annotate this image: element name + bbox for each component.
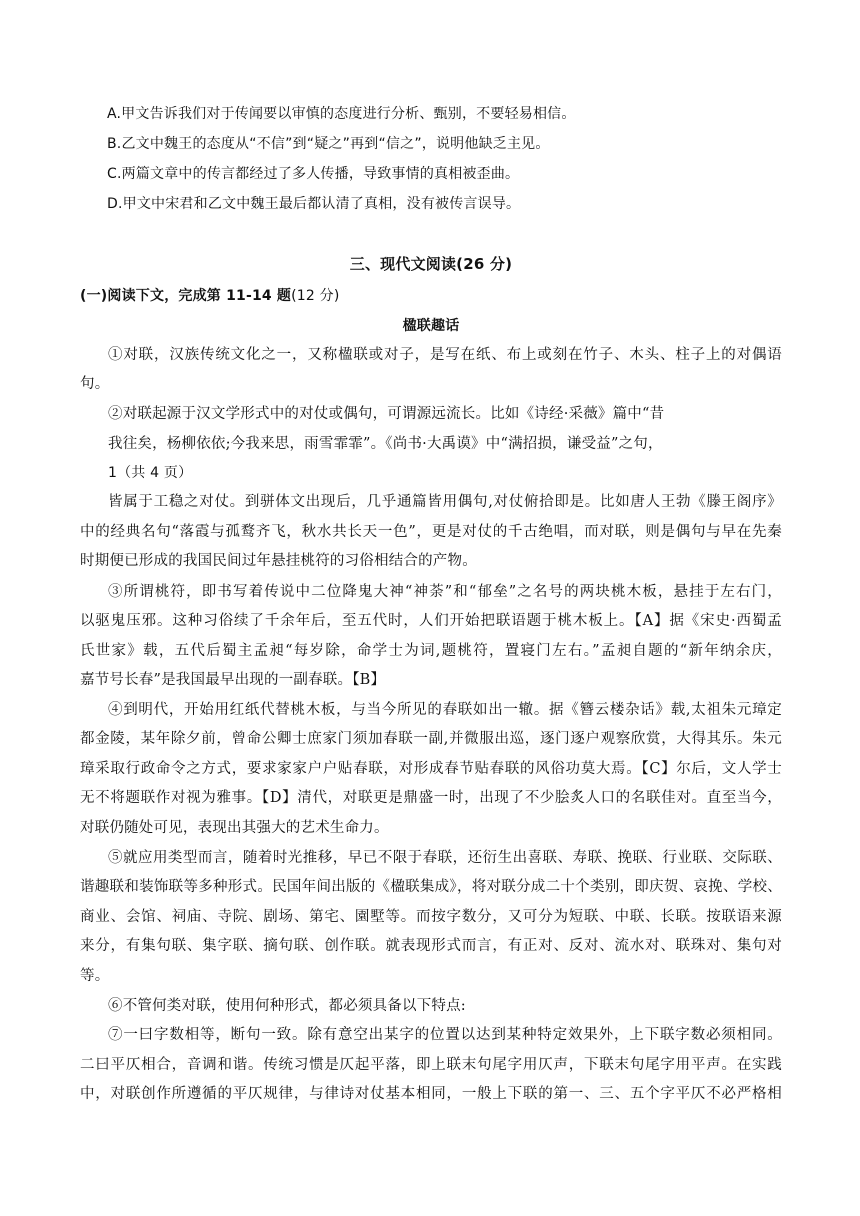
text-line: 来分，有集句联、集字联、摘句联、创作联。就表现形式而言，有正对、反对、流水对、联珠对、集句对 (80, 938, 782, 954)
text-line: 皆属于工稳之对仗。到骈体文出现后，几乎通篇皆用偶句,对仗俯拾即是。比如唐人王勃《滕王阁序》 (108, 494, 782, 510)
text-line: 中的经典名句“落霞与孤鹜齐飞，秋水共长天一色”，更是对仗的千古绝唱，而对联，则是偶句与早在先秦 (80, 524, 782, 540)
text-line: 等。 (80, 968, 110, 984)
text-line: 谐趣联和装饰联等多种形式。民国年间出版的《楹联集成》，将对联分成二十个类别，即庆贺、哀挽、学校、 (80, 879, 782, 895)
text-line: ②对联起源于汉文学形式中的对仗或偶句，可谓源远流长。比如《诗经·采薇》篇中“昔 (108, 406, 665, 422)
text-line: 璋采取行政命令之方式，要求家家户户贴春联，对形成春节贴春联的风俗功莫大焉。【C】尔后，文人学士 (80, 761, 782, 777)
text-line: ⑦一曰字数相等，断句一致。除有意空出某字的位置以达到某种特定效果外，上下联字数必须相同。 (108, 1027, 782, 1043)
text-line: ⑤就应用类型而言，随着时光推移，早已不限于春联，还衍生出喜联、寿联、挽联、行业联、交际联、 (108, 850, 782, 866)
text-line: ①对联，汉族传统文化之一，又称楹联或对子，是写在纸、布上或刻在竹子、木头、柱子上的对偶语 (108, 347, 782, 363)
text-line: 都金陵，某年除夕前，曾命公卿士庶家门须加春联一副,并微服出巡，逐门逐户观察欣赏，大得其乐。朱元 (80, 731, 782, 747)
text-line: 嘉节号长春”是我国最早出现的一副春联。【B】 (80, 672, 386, 688)
subsection-label: (一)阅读下文，完成第 11-14 题 (80, 288, 292, 304)
text-line: 对联仍随处可见，表现出其强大的艺术生命力。 (80, 820, 389, 836)
option-d: D.甲文中宋君和乙文中魏王最后都认清了真相，没有被传言误导。 (107, 196, 521, 212)
text-line: 无不将题联作对视为雅事。【D】清代，对联更是鼎盛一时，出现了不少脍炙人口的名联佳对。直至当今， (80, 790, 782, 806)
text-line: ③所谓桃符，即书写着传说中二位降鬼大神“神荼”和“郁垒”之名号的两块桃木板，悬挂于左右门， (108, 584, 782, 600)
subsection-heading (80, 286, 782, 306)
page-footer: 1（共 4 页） (108, 465, 193, 481)
option-c: C.两篇文章中的传言都经过了多人传播，导致事情的真相被歪曲。 (107, 166, 520, 182)
text-line: 商业、会馆、祠庙、寺院、剧场、第宅、園墅等。而按字数分，又可分为短联、中联、长联。按联语来源 (80, 909, 782, 925)
option-a: A.甲文告诉我们对于传闻要以审慎的态度进行分析、甄别，不要轻易相信。 (107, 106, 576, 122)
subsection-points: (12 分) (291, 288, 340, 304)
text-line: 我往矣，杨柳依依;今我来思，雨雪霏霏”。《尚书·大禹谟》中“满招损，谦受益”之句， (108, 436, 663, 452)
text-line: 以驱鬼压邪。这种习俗续了千余年后，至五代时，人们开始把联语题于桃木板上。【A】据《宋史·西蜀孟 (80, 613, 782, 629)
text-line: 中，对联创作所遵循的平仄规律，与律诗对仗基本相同，一般上下联的第一、三、五个字平仄不必严格相 (80, 1086, 782, 1102)
section-title: 三、现代文阅读(26 分) (349, 255, 513, 273)
text-line: ⑥不管何类对联，使用何种形式，都必须具备以下特点: (108, 998, 466, 1014)
article-title: 楹联趣话 (402, 318, 460, 334)
text-line: 时期便已形成的我国民间过年悬挂桃符的习俗相结合的产物。 (80, 553, 477, 569)
text-line: 句。 (80, 376, 110, 392)
option-b: B.乙文中魏王的态度从“不信”到“疑之”再到“信之”，说明他缺乏主见。 (107, 136, 550, 152)
text-line: ④到明代，开始用红纸代替桃木板，与当今所见的春联如出一辙。据《簪云楼杂话》载,太祖朱元璋定 (108, 702, 782, 718)
text-line: 二曰平仄相合，音调和谐。传统习惯是仄起平落，即上联末句尾字用仄声，下联末句尾字用平声。在实践 (80, 1057, 782, 1073)
text-line: 氏世家》载，五代后蜀主孟昶“每岁除，命学士为词,题桃符，置寝门左右。”孟昶自题的“新年纳余庆， (80, 643, 782, 659)
